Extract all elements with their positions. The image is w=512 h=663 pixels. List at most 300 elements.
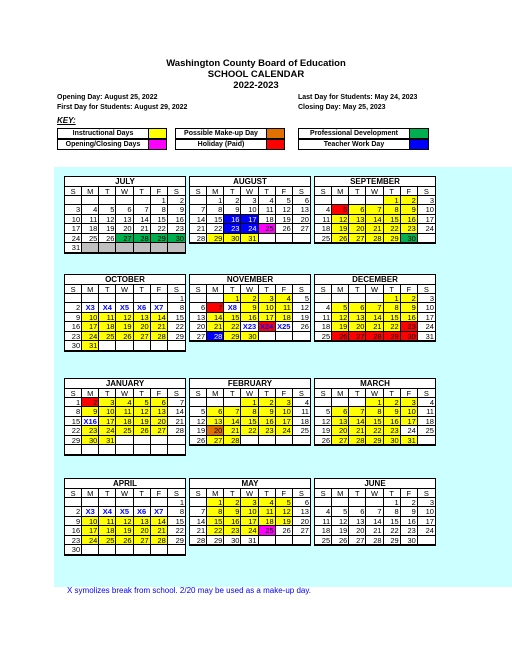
weekday-header: M — [82, 488, 99, 498]
weekday-header: T — [259, 186, 276, 196]
empty-day-cell — [82, 498, 99, 508]
day-cell: 2 — [259, 398, 276, 408]
day-cell: 31 — [418, 332, 435, 342]
day-cell: 30 — [65, 545, 82, 555]
day-cell: 7 — [190, 507, 207, 517]
day-cell: 2 — [401, 498, 418, 508]
day-cell: 21 — [190, 526, 207, 536]
empty-day-cell — [151, 498, 168, 508]
day-cell: 11 — [99, 517, 116, 527]
empty-day-cell — [418, 234, 435, 244]
day-cell: 18 — [99, 526, 116, 536]
empty-day-cell — [259, 436, 276, 446]
day-cell: 31 — [82, 341, 99, 351]
day-cell: 3 — [418, 294, 435, 304]
day-cell: 8 — [168, 303, 185, 313]
calendar-title: SCHOOL CALENDAR — [207, 69, 305, 80]
weekday-header: M — [332, 388, 349, 398]
day-cell: 28 — [190, 234, 207, 244]
day-cell: 10 — [241, 205, 258, 215]
weekday-header: F — [401, 186, 418, 196]
day-cell: 9 — [241, 303, 258, 313]
day-cell: 3 — [241, 196, 258, 206]
day-cell: 21 — [366, 322, 383, 332]
day-cell: 19 — [315, 426, 332, 436]
weekday-header: S — [190, 488, 207, 498]
day-cell: X7 — [151, 303, 168, 313]
day-cell: 20 — [116, 224, 133, 234]
day-cell: 30 — [168, 234, 185, 244]
day-cell: 16 — [224, 517, 241, 527]
empty-day-cell — [276, 536, 293, 546]
day-cell: 29 — [384, 234, 401, 244]
day-cell: 5 — [332, 205, 349, 215]
day-cell: 16 — [384, 417, 401, 427]
empty-day-cell — [349, 498, 366, 508]
key-swatch — [410, 128, 429, 139]
weekday-header: T — [384, 388, 401, 398]
day-cell: 13 — [116, 215, 133, 225]
day-cell: 1 — [384, 196, 401, 206]
day-cell: 21 — [224, 426, 241, 436]
weekday-header: M — [82, 284, 99, 294]
empty-day-cell — [293, 436, 310, 446]
empty-day-cell — [315, 196, 332, 206]
day-cell: 1 — [224, 294, 241, 304]
empty-day-cell — [349, 398, 366, 408]
empty-day-cell — [134, 436, 151, 446]
day-cell: 11 — [99, 313, 116, 323]
day-cell: 11 — [259, 205, 276, 215]
weekday-header: S — [315, 488, 332, 498]
day-cell: 23 — [401, 526, 418, 536]
key-label: Possible Make-up Day — [175, 128, 267, 139]
empty-day-cell — [116, 294, 133, 304]
weekday-header: W — [116, 284, 133, 294]
day-cell: 12 — [134, 407, 151, 417]
day-cell: 21 — [349, 426, 366, 436]
day-cell: 23 — [65, 332, 82, 342]
day-cell: 14 — [190, 215, 207, 225]
empty-day-cell — [116, 498, 133, 508]
day-cell: 27 — [349, 234, 366, 244]
day-cell: 24 — [82, 332, 99, 342]
day-cell: 3 — [401, 398, 418, 408]
day-cell: 14 — [134, 215, 151, 225]
empty-day-cell — [168, 436, 185, 446]
day-cell: 11 — [276, 303, 293, 313]
day-cell: 24 — [241, 224, 258, 234]
day-cell: 28 — [366, 536, 383, 546]
day-cell: 6 — [116, 205, 133, 215]
key-swatch — [267, 139, 285, 150]
day-cell: 15 — [151, 215, 168, 225]
weekday-header: S — [418, 488, 435, 498]
empty-day-cell — [99, 341, 116, 351]
day-cell: 5 — [276, 498, 293, 508]
empty-day-cell — [259, 332, 276, 342]
day-cell: 5 — [190, 407, 207, 417]
day-cell: 10 — [276, 407, 293, 417]
day-cell: 26 — [116, 332, 133, 342]
day-cell: 9 — [401, 303, 418, 313]
day-cell: 28 — [168, 426, 185, 436]
day-cell: 27 — [349, 536, 366, 546]
day-cell: 27 — [293, 526, 310, 536]
day-cell: 28 — [134, 234, 151, 244]
day-cell: 6 — [151, 398, 168, 408]
day-cell: 21 — [134, 224, 151, 234]
empty-day-cell — [168, 445, 185, 455]
day-cell: 9 — [259, 407, 276, 417]
day-cell: 15 — [207, 517, 224, 527]
day-cell: 15 — [384, 215, 401, 225]
day-cell: 4 — [315, 507, 332, 517]
day-cell: 11 — [293, 407, 310, 417]
day-cell: 5 — [293, 294, 310, 304]
day-cell: 5 — [332, 303, 349, 313]
key-label: Teacher Work Day — [298, 139, 410, 150]
key-label: Holiday (Paid) — [175, 139, 267, 150]
weekday-header: F — [401, 488, 418, 498]
day-cell: 17 — [82, 526, 99, 536]
weekday-header: F — [401, 388, 418, 398]
empty-day-cell — [293, 332, 310, 342]
day-cell: 8 — [241, 407, 258, 417]
day-cell: 21 — [366, 224, 383, 234]
day-cell: X4 — [99, 507, 116, 517]
day-cell: 13 — [349, 517, 366, 527]
day-cell: 28 — [224, 436, 241, 446]
day-cell: 23 — [384, 426, 401, 436]
day-cell: 13 — [190, 313, 207, 323]
day-cell: 19 — [190, 426, 207, 436]
day-cell: 26 — [99, 234, 116, 244]
month-november — [189, 274, 311, 342]
month-september — [314, 176, 436, 244]
day-cell: 15 — [207, 215, 224, 225]
weekday-header: T — [349, 284, 366, 294]
weekday-header: F — [276, 284, 293, 294]
day-cell: 4 — [293, 398, 310, 408]
day-cell: 25 — [99, 536, 116, 546]
day-cell: 15 — [168, 517, 185, 527]
day-cell: 19 — [332, 526, 349, 536]
key-label: Opening/Closing Days — [57, 139, 149, 150]
empty-day-cell — [207, 294, 224, 304]
month-october — [64, 274, 186, 352]
empty-day-cell — [332, 398, 349, 408]
day-cell: 8 — [207, 205, 224, 215]
day-cell: 17 — [418, 517, 435, 527]
day-cell: 21 — [207, 322, 224, 332]
day-cell: 6 — [332, 407, 349, 417]
month-april — [64, 478, 186, 556]
day-cell: 22 — [384, 224, 401, 234]
empty-day-cell — [190, 196, 207, 206]
empty-day-cell — [134, 498, 151, 508]
day-cell: 29 — [168, 332, 185, 342]
day-cell: 27 — [349, 332, 366, 342]
day-cell: 2 — [384, 398, 401, 408]
day-cell: 14 — [168, 407, 185, 417]
weekday-header: W — [241, 488, 258, 498]
empty-day-cell — [293, 234, 310, 244]
day-cell: 20 — [349, 224, 366, 234]
empty-day-cell — [116, 341, 133, 351]
day-cell: 10 — [418, 205, 435, 215]
day-cell: 22 — [207, 526, 224, 536]
day-cell: 19 — [293, 313, 310, 323]
day-cell: 3 — [418, 498, 435, 508]
weekday-header: T — [99, 488, 116, 498]
day-cell: 14 — [224, 417, 241, 427]
opening-day: Opening Day: August 25, 2022 — [57, 94, 158, 101]
day-cell: 25 — [315, 536, 332, 546]
weekday-header: S — [65, 388, 82, 398]
day-cell: 10 — [401, 407, 418, 417]
weekday-header: F — [276, 388, 293, 398]
empty-day-cell — [418, 436, 435, 446]
weekday-header: W — [241, 284, 258, 294]
day-cell: 13 — [293, 205, 310, 215]
empty-day-cell — [82, 545, 99, 555]
weekday-header: S — [190, 388, 207, 398]
empty-day-cell — [116, 436, 133, 446]
empty-day-cell — [168, 243, 185, 253]
month-grid — [190, 388, 310, 445]
day-cell: 17 — [82, 322, 99, 332]
weekday-header: M — [332, 186, 349, 196]
empty-day-cell — [349, 196, 366, 206]
day-cell: 3 — [276, 398, 293, 408]
day-cell: 19 — [134, 417, 151, 427]
day-cell: 19 — [276, 215, 293, 225]
weekday-header: W — [366, 488, 383, 498]
day-cell: 7 — [349, 407, 366, 417]
weekday-header: T — [349, 488, 366, 498]
day-cell: 19 — [276, 517, 293, 527]
day-cell: 8 — [207, 507, 224, 517]
day-cell: 30 — [241, 332, 258, 342]
day-cell: 16 — [241, 313, 258, 323]
key-title: KEY: — [57, 116, 76, 125]
day-cell: 7 — [168, 398, 185, 408]
day-cell: 12 — [116, 313, 133, 323]
weekday-header: T — [384, 186, 401, 196]
day-cell: 15 — [384, 313, 401, 323]
weekday-header: M — [207, 388, 224, 398]
weekday-header: T — [134, 388, 151, 398]
day-cell: 25 — [82, 234, 99, 244]
weekday-header: T — [134, 488, 151, 498]
day-cell: 10 — [418, 507, 435, 517]
day-cell: 1 — [384, 498, 401, 508]
day-cell: 23 — [259, 426, 276, 436]
weekday-header: S — [168, 488, 185, 498]
day-cell: 16 — [65, 526, 82, 536]
weekday-header: T — [349, 388, 366, 398]
day-cell: 14 — [366, 215, 383, 225]
month-grid — [315, 388, 435, 445]
day-cell: 12 — [315, 417, 332, 427]
day-cell: 27 — [293, 224, 310, 234]
day-cell: 14 — [366, 517, 383, 527]
day-cell: 11 — [418, 407, 435, 417]
day-cell: 8 — [151, 205, 168, 215]
key-item-holiday — [175, 139, 285, 150]
weekday-header: F — [151, 388, 168, 398]
day-cell: 23 — [82, 426, 99, 436]
day-cell: 10 — [82, 517, 99, 527]
day-cell: 25 — [315, 332, 332, 342]
day-cell: 11 — [82, 215, 99, 225]
empty-day-cell — [241, 436, 258, 446]
closing-day: Closing Day: May 25, 2023 — [298, 104, 386, 111]
empty-day-cell — [134, 545, 151, 555]
day-cell: 19 — [332, 322, 349, 332]
month-august — [189, 176, 311, 244]
day-cell: 24 — [65, 234, 82, 244]
day-cell: 29 — [168, 536, 185, 546]
day-cell: 23 — [168, 224, 185, 234]
month-june — [314, 478, 436, 546]
day-cell: 9 — [82, 407, 99, 417]
day-cell: 19 — [116, 322, 133, 332]
day-cell: 18 — [293, 417, 310, 427]
day-cell: 20 — [151, 417, 168, 427]
empty-day-cell — [82, 294, 99, 304]
day-cell: 13 — [293, 507, 310, 517]
weekday-header: S — [65, 186, 82, 196]
day-cell: 16 — [401, 517, 418, 527]
day-cell: 27 — [332, 436, 349, 446]
day-cell: 15 — [241, 417, 258, 427]
weekday-header: W — [116, 186, 133, 196]
day-cell: 4 — [315, 205, 332, 215]
key-item-prof-dev — [298, 128, 429, 139]
day-cell: 16 — [401, 215, 418, 225]
key-swatch — [149, 139, 167, 150]
day-cell: 5 — [134, 398, 151, 408]
weekday-header: S — [190, 186, 207, 196]
day-cell: 4 — [259, 498, 276, 508]
day-cell: 3 — [99, 398, 116, 408]
day-cell: 26 — [116, 536, 133, 546]
day-cell: 22 — [65, 426, 82, 436]
empty-day-cell — [99, 545, 116, 555]
day-cell: 4 — [315, 303, 332, 313]
day-cell: 15 — [366, 417, 383, 427]
empty-day-cell — [134, 243, 151, 253]
day-cell: 20 — [190, 322, 207, 332]
day-cell: 30 — [401, 234, 418, 244]
day-cell: 4 — [418, 398, 435, 408]
day-cell: 26 — [190, 436, 207, 446]
weekday-header: T — [134, 186, 151, 196]
day-cell: 2 — [224, 196, 241, 206]
day-cell: 5 — [276, 196, 293, 206]
month-name: OCTOBER — [105, 275, 145, 284]
day-cell: 24 — [418, 526, 435, 536]
weekday-header: S — [168, 284, 185, 294]
day-cell: 15 — [384, 517, 401, 527]
empty-day-cell — [315, 294, 332, 304]
day-cell: 25 — [293, 426, 310, 436]
day-cell: 29 — [366, 436, 383, 446]
day-cell: 17 — [401, 417, 418, 427]
weekday-header: S — [190, 284, 207, 294]
day-cell: 22 — [168, 322, 185, 332]
day-cell: 11 — [116, 407, 133, 417]
day-cell: 3 — [259, 294, 276, 304]
day-cell: 30 — [224, 536, 241, 546]
day-cell: 9 — [65, 517, 82, 527]
day-cell: 26 — [293, 322, 310, 332]
day-cell: 16 — [401, 313, 418, 323]
day-cell: 18 — [259, 517, 276, 527]
empty-day-cell — [82, 243, 99, 253]
day-cell: 5 — [315, 407, 332, 417]
day-cell: X3 — [82, 303, 99, 313]
day-cell: 27 — [207, 436, 224, 446]
day-cell: 22 — [168, 526, 185, 536]
day-cell: 20 — [332, 426, 349, 436]
day-cell: 1 — [241, 398, 258, 408]
day-cell: 17 — [241, 517, 258, 527]
day-cell: 18 — [82, 224, 99, 234]
day-cell: X6 — [134, 303, 151, 313]
month-grid — [315, 186, 435, 243]
day-cell: 26 — [276, 526, 293, 536]
weekday-header: M — [82, 388, 99, 398]
day-cell: 14 — [190, 517, 207, 527]
day-cell: 17 — [418, 313, 435, 323]
day-cell: X16 — [82, 417, 99, 427]
last-day-students: Last Day for Students: May 24, 2023 — [298, 94, 418, 101]
day-cell: 26 — [134, 426, 151, 436]
weekday-header: S — [168, 186, 185, 196]
key-swatch — [267, 128, 285, 139]
empty-day-cell — [65, 196, 82, 206]
empty-day-cell — [65, 294, 82, 304]
day-cell: 24 — [99, 426, 116, 436]
day-cell: 11 — [259, 507, 276, 517]
day-cell: 6 — [190, 303, 207, 313]
weekday-header: S — [65, 488, 82, 498]
weekday-header: W — [241, 186, 258, 196]
day-cell: 18 — [315, 224, 332, 234]
weekday-header: S — [315, 284, 332, 294]
weekday-header: M — [82, 186, 99, 196]
day-cell: 30 — [401, 332, 418, 342]
day-cell: 28 — [349, 436, 366, 446]
empty-day-cell — [190, 498, 207, 508]
weekday-header: S — [293, 284, 310, 294]
day-cell: 21 — [168, 417, 185, 427]
day-cell: 9 — [401, 205, 418, 215]
day-cell: X4 — [99, 303, 116, 313]
day-cell: X5 — [116, 507, 133, 517]
empty-day-cell — [134, 445, 151, 455]
day-cell: 15 — [65, 417, 82, 427]
key-swatch — [410, 139, 429, 150]
empty-day-cell — [99, 498, 116, 508]
day-cell: 18 — [99, 322, 116, 332]
empty-day-cell — [65, 498, 82, 508]
day-cell: 29 — [207, 234, 224, 244]
weekday-header: F — [276, 186, 293, 196]
